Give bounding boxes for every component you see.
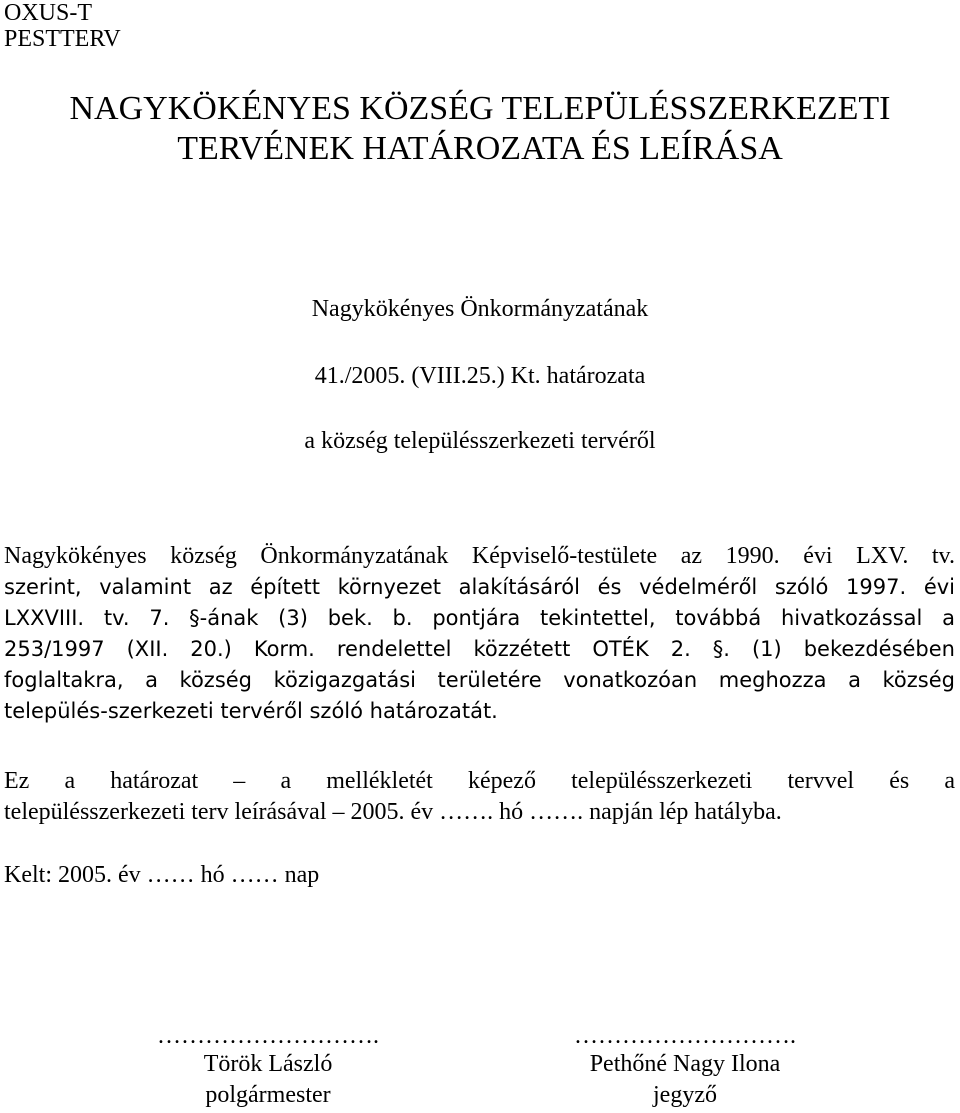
resolution-issuer: Nagykökényes Önkormányzatának — [311, 296, 649, 322]
preamble-line-4: 253/1997 (XII. 20.) Korm. rendelettel közzétett OTÉK 2. §. (1) bekezdésében — [4, 637, 955, 661]
date-line: Kelt: 2005. év …… hó …… nap — [4, 862, 320, 888]
resolution-subject: a község településszerkezeti tervéről — [304, 428, 656, 454]
signature-right-dots: ………………………. — [574, 1023, 796, 1049]
signature-left-dots: ………………………. — [157, 1023, 379, 1049]
header-line-2: PESTTERV — [4, 26, 121, 52]
effective-line-1: Ez a határozat – a mellékletét képező településszerkezeti tervvel és a — [4, 768, 955, 794]
effective-line-2: településszerkezeti terv leírásával – 2005. év ……. hó ……. napján lép hatályba. — [4, 799, 782, 825]
effective-date-paragraph — [4, 766, 955, 828]
document-title-line-2: TERVÉNEK HATÁROZATA ÉS LEÍRÁSA — [177, 130, 783, 167]
signature-left-role: polgármester — [205, 1082, 331, 1108]
signature-right-role: jegyző — [653, 1082, 717, 1108]
document-title-line-1: NAGYKÖKÉNYES KÖZSÉG TELEPÜLÉSSZERKEZETI — [69, 90, 891, 127]
signature-left-name: Török László — [203, 1051, 333, 1077]
resolution-number: 41./2005. (VIII.25.) Kt. határozata — [314, 363, 646, 389]
preamble-paragraph — [4, 541, 955, 727]
preamble-line-1: Nagykökényes község Önkormányzatának Képviselő-testülete az 1990. évi LXV. tv. — [4, 543, 955, 569]
preamble-line-3: LXXVIII. tv. 7. §-ának (3) bek. b. pontjára tekintettel, továbbá hivatkozással a — [4, 606, 955, 630]
signature-right-name: Pethőné Nagy Ilona — [589, 1051, 781, 1077]
header-line-1: OXUS-T — [4, 0, 92, 26]
preamble-line-6: település-szerkezeti tervéről szóló határozatát. — [4, 699, 498, 723]
preamble-line-2: szerint, valamint az épített környezet alakításáról és védelméről szóló 1997. évi — [4, 575, 955, 599]
preamble-line-5: foglaltakra, a község közigazgatási területére vonatkozóan meghozza a község — [4, 668, 955, 692]
